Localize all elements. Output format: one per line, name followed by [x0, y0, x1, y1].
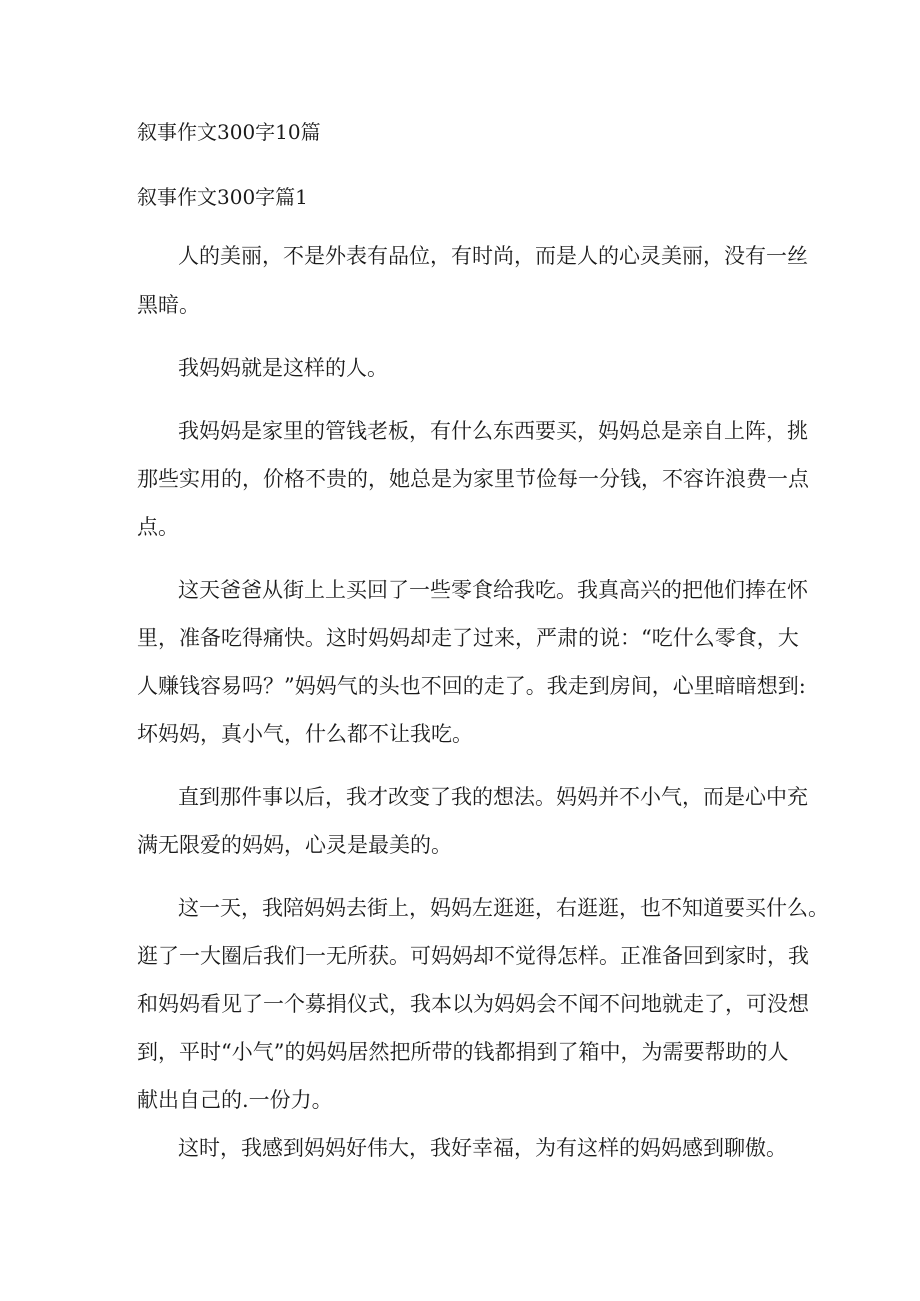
paragraph-line: 里，准备吃得痛快。这时妈妈却走了过来，严肃的说：“吃什么零食，大: [137, 626, 799, 650]
paragraph-line: 我妈妈是家里的管钱老板，有什么东西要买，妈妈总是亲自上阵，挑: [178, 419, 808, 443]
paragraph-line: 直到那件事以后，我才改变了我的想法。妈妈并不小气，而是心中充: [178, 785, 808, 809]
paragraph-line: 那些实用的，价格不贵的，她总是为家里节俭每一分钱，不容许浪费一点: [137, 467, 809, 491]
paragraph-line: 献出自己的.一份力。: [137, 1088, 333, 1112]
paragraph-line: 这一天，我陪妈妈去街上，妈妈左逛逛，右逛逛，也不知道要买什么。: [178, 896, 829, 920]
section-title: 叙事作文300字篇1: [137, 185, 308, 209]
paragraph-line: 逛了一大圈后我们一无所获。可妈妈却不觉得怎样。正准备回到家时，我: [137, 944, 809, 968]
paragraph-line: 人的美丽，不是外表有品位，有时尚，而是人的心灵美丽，没有一丝: [178, 244, 808, 268]
paragraph-line: 人赚钱容易吗？”妈妈气的头也不回的走了。我走到房间，心里暗暗想到:: [137, 674, 806, 698]
paragraph-line: 我妈妈就是这样的人。: [178, 356, 388, 380]
paragraph-line: 点。: [137, 515, 179, 539]
paragraph-line: 坏妈妈，真小气，什么都不让我吃。: [137, 722, 473, 746]
paragraph-line: 和妈妈看见了一个募捐仪式，我本以为妈妈会不闻不问地就走了，可没想: [137, 992, 809, 1016]
document-title: 叙事作文300字10篇: [137, 120, 321, 144]
paragraph-line: 这时，我感到妈妈好伟大，我好幸福，为有这样的妈妈感到聊傲。: [178, 1136, 787, 1160]
paragraph-line: 到，平时“小气”的妈妈居然把所带的钱都捐到了箱中，为需要帮助的人: [137, 1040, 789, 1064]
paragraph-line: 这天爸爸从街上上买回了一些零食给我吃。我真高兴的把他们捧在怀: [178, 578, 808, 602]
paragraph-line: 黑暗。: [137, 293, 200, 317]
paragraph-line: 满无限爱的妈妈，心灵是最美的。: [137, 833, 452, 857]
